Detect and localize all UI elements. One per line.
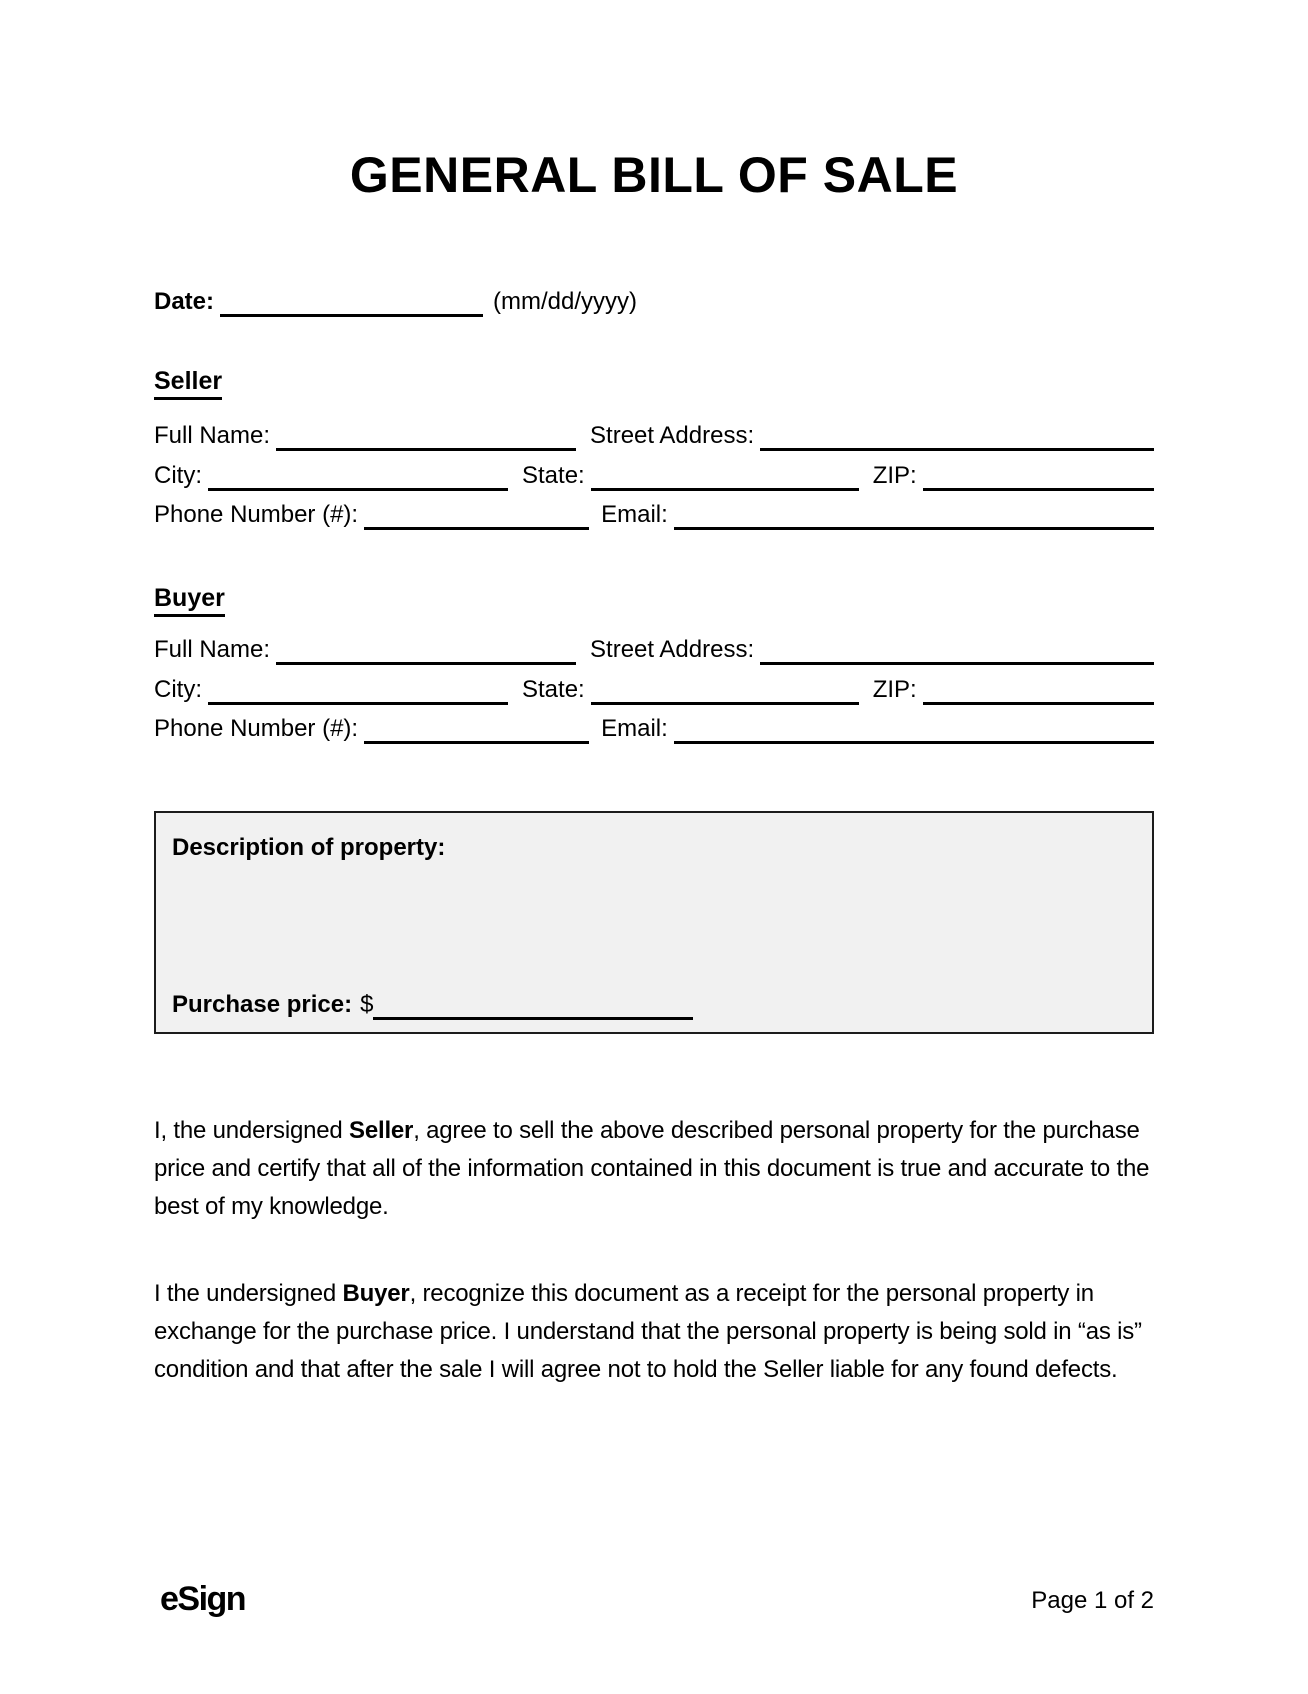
- buyer-section-heading: [154, 583, 1154, 617]
- seller-city-row: [154, 461, 1154, 491]
- state-label: State:: [522, 462, 585, 489]
- purchase-price-blank[interactable]: [373, 990, 693, 1020]
- purchase-price-label: Purchase price:: [172, 991, 353, 1018]
- buyer-email-blank[interactable]: [674, 714, 1154, 744]
- seller-name-row: [154, 421, 1154, 451]
- seller-city-blank[interactable]: [208, 461, 508, 491]
- esign-logo: eSign: [160, 1580, 246, 1618]
- buyer-city-blank[interactable]: [208, 675, 508, 705]
- street-address-label: Street Address:: [590, 422, 755, 449]
- city-label: City:: [154, 462, 202, 489]
- full-name-label: Full Name:: [154, 636, 271, 663]
- seller-email-blank[interactable]: [674, 500, 1154, 530]
- buyer-phone-blank[interactable]: [364, 714, 589, 744]
- buyer-ack-emphasis: Buyer: [342, 1280, 410, 1307]
- state-label: State:: [522, 676, 585, 703]
- seller-zip-blank[interactable]: [923, 461, 1154, 491]
- zip-label: ZIP:: [872, 462, 917, 489]
- seller-full-name-blank[interactable]: [276, 421, 576, 451]
- email-label: Email:: [601, 501, 668, 528]
- seller-phone-row: [154, 500, 1154, 530]
- date-label: Date:: [154, 288, 215, 315]
- date-format-hint: (mm/dd/yyyy): [493, 288, 638, 315]
- city-label: City:: [154, 676, 202, 703]
- full-name-label: Full Name:: [154, 422, 271, 449]
- seller-section-heading: [154, 366, 1154, 400]
- description-of-property-label: Description of property:: [172, 834, 446, 861]
- currency-symbol: $: [360, 991, 374, 1018]
- seller-ack-body: , agree to sell the above described personal property for the purchase price and certify that all of the information contained in this document is true and accurate to the best of my knowledge.: [154, 1117, 1150, 1220]
- phone-label: Phone Number (#):: [154, 501, 359, 528]
- date-row: [154, 287, 1154, 317]
- buyer-heading-text: Buyer: [154, 583, 225, 617]
- page-title: GENERAL BILL OF SALE: [349, 147, 959, 203]
- property-description-box: [154, 811, 1154, 1034]
- buyer-state-blank[interactable]: [591, 675, 859, 705]
- seller-state-blank[interactable]: [591, 461, 859, 491]
- buyer-ack-body: , recognize this document as a receipt for the personal property in exchange for the purchase price. I understand that the personal property is being sold in “as is” condition and that after the sale I will agree not to hold the Seller liable for any found defects.: [154, 1280, 1142, 1383]
- seller-phone-blank[interactable]: [364, 500, 589, 530]
- street-address-label: Street Address:: [590, 636, 755, 663]
- purchase-price-row: [172, 990, 1136, 1020]
- seller-street-address-blank[interactable]: [760, 421, 1154, 451]
- buyer-acknowledgement-paragraph: [154, 1275, 1159, 1389]
- buyer-full-name-blank[interactable]: [276, 635, 576, 665]
- buyer-phone-row: [154, 714, 1154, 744]
- seller-ack-lead: I, the undersigned: [154, 1117, 350, 1144]
- email-label: Email:: [601, 715, 668, 742]
- page-indicator: Page 1 of 2: [1031, 1587, 1154, 1614]
- seller-ack-emphasis: Seller: [349, 1117, 414, 1144]
- seller-heading-text: Seller: [154, 366, 222, 400]
- buyer-street-address-blank[interactable]: [760, 635, 1154, 665]
- zip-label: ZIP:: [872, 676, 917, 703]
- date-blank[interactable]: [220, 287, 483, 317]
- buyer-ack-lead: I the undersigned: [154, 1280, 343, 1307]
- buyer-name-row: [154, 635, 1154, 665]
- seller-acknowledgement-paragraph: [154, 1112, 1159, 1226]
- buyer-zip-blank[interactable]: [923, 675, 1154, 705]
- phone-label: Phone Number (#):: [154, 715, 359, 742]
- buyer-city-row: [154, 675, 1154, 705]
